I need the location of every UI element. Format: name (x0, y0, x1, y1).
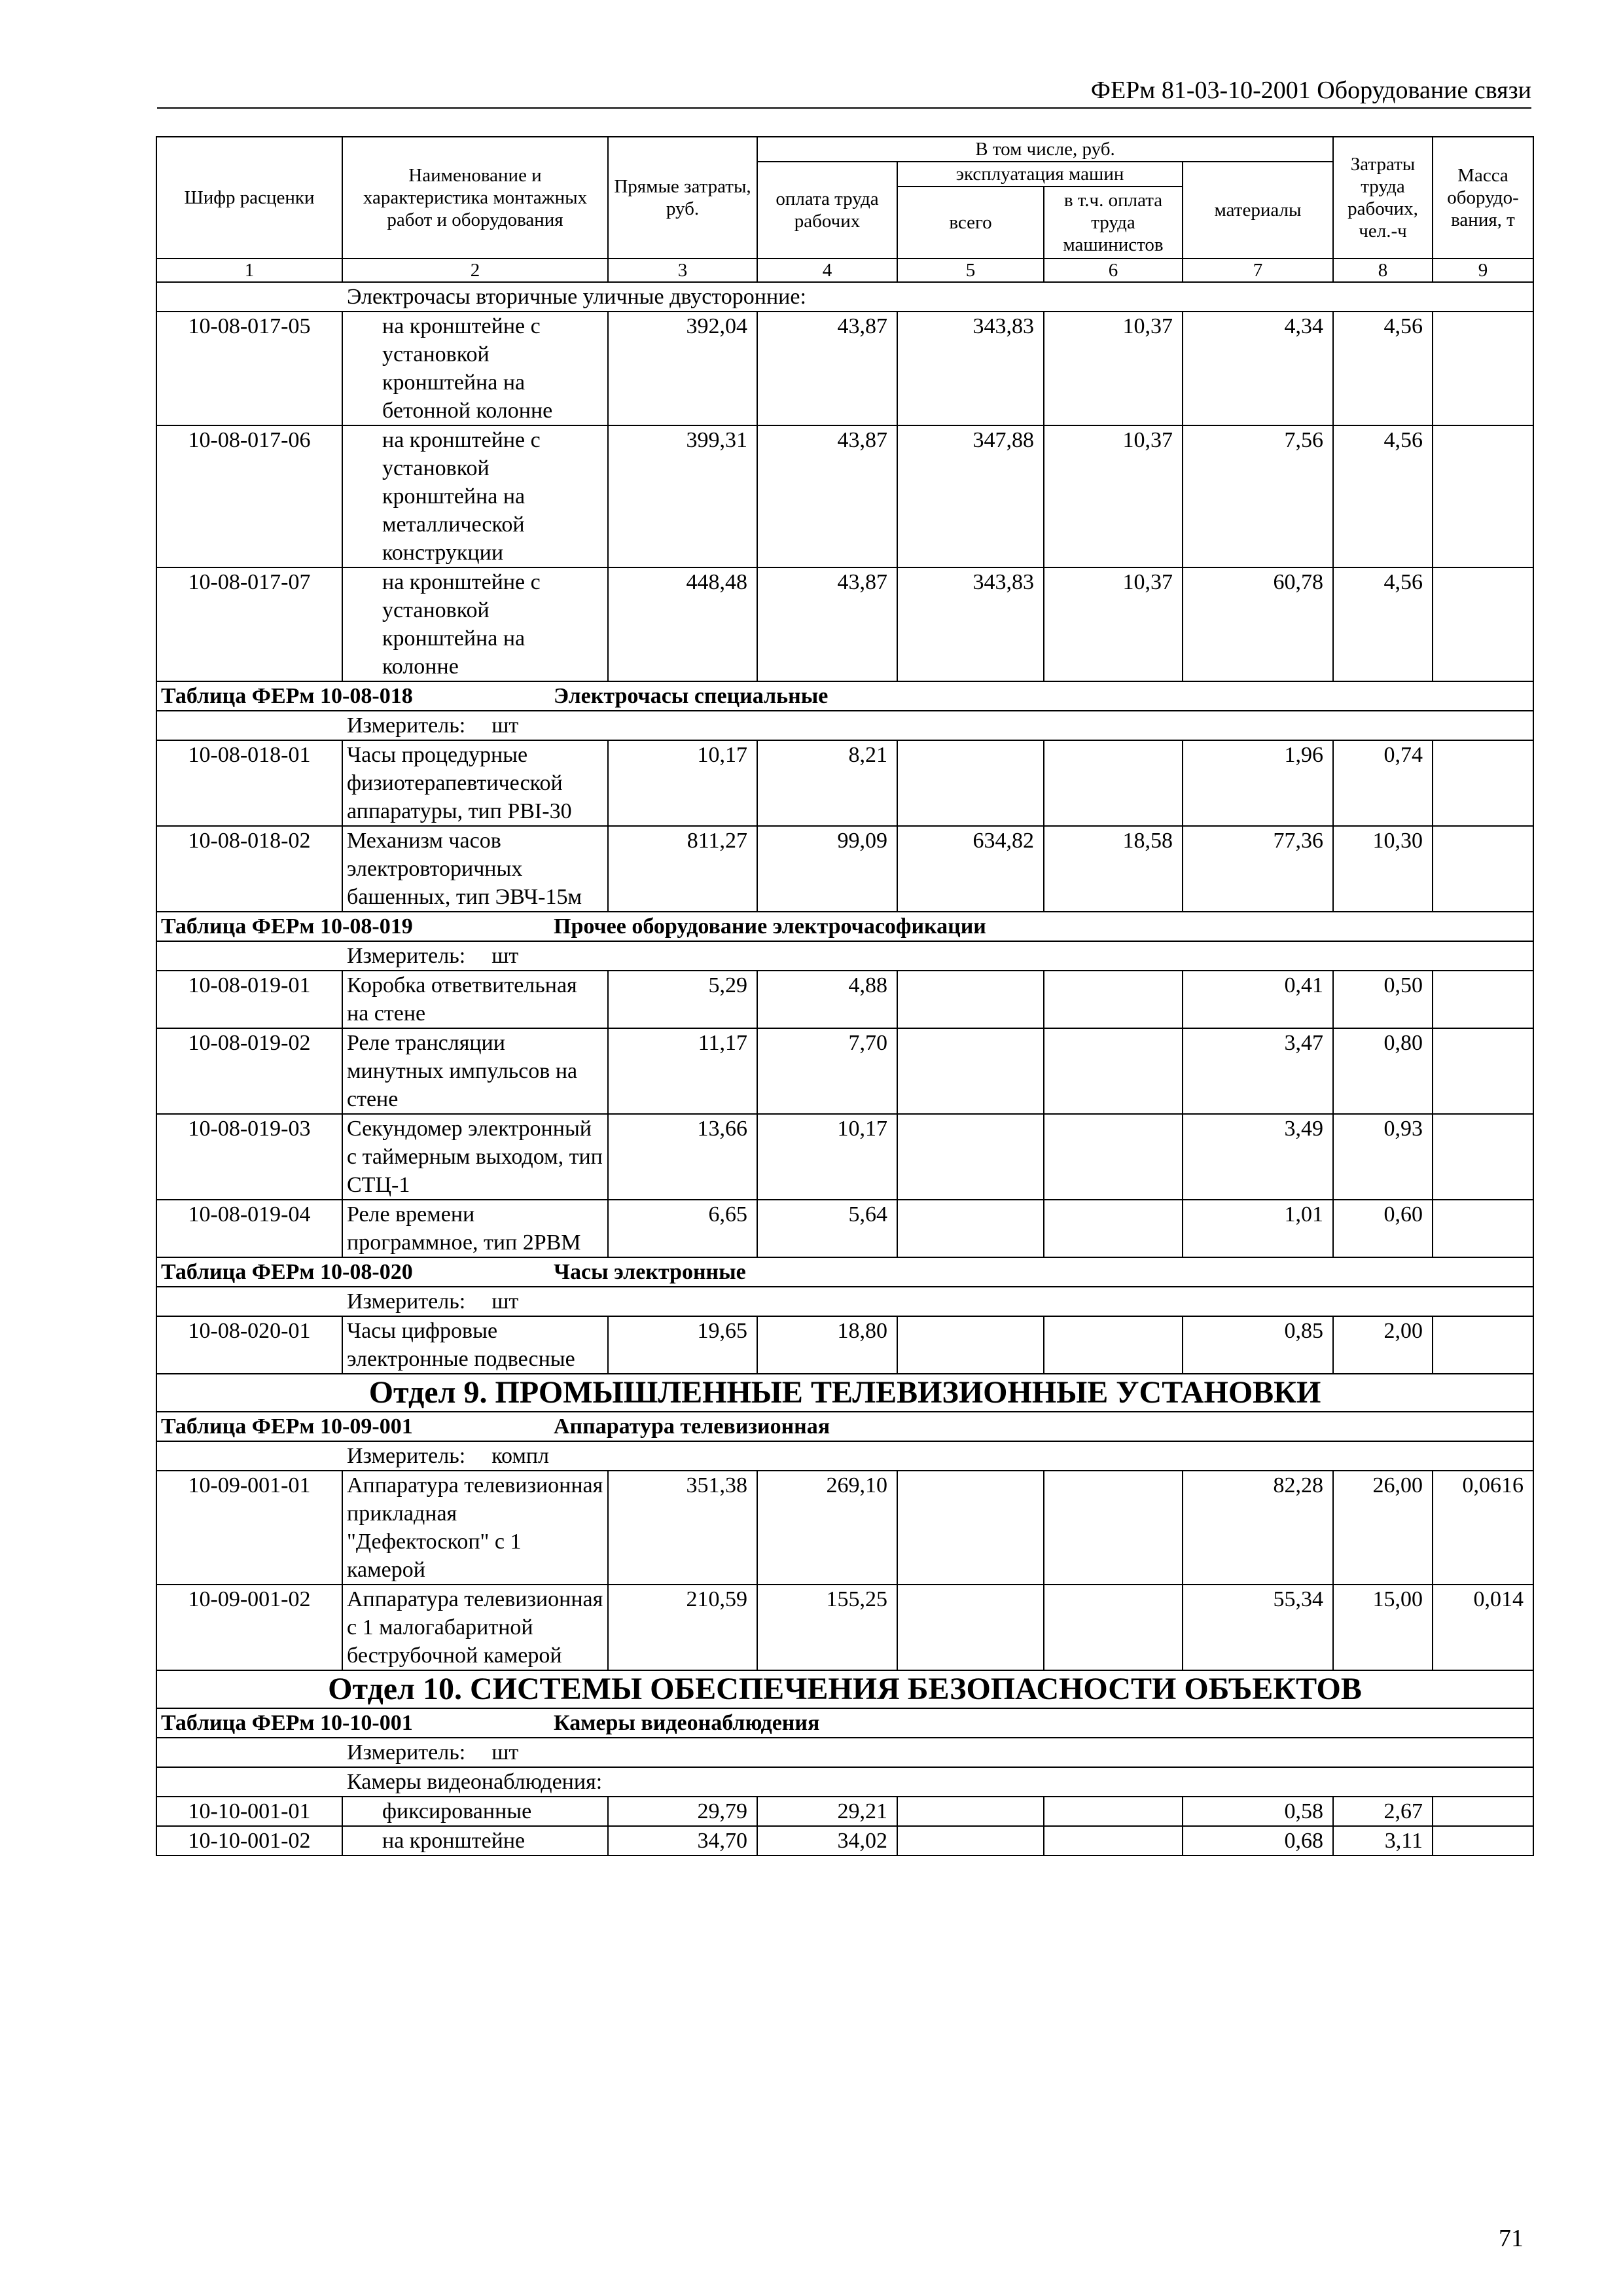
rate-code: 10-08-019-04 (156, 1200, 342, 1257)
measure (156, 1738, 1533, 1767)
labor-hours: 0,74 (1333, 740, 1433, 826)
labor-pay: 269,10 (757, 1471, 897, 1585)
labor-hours: 4,56 (1333, 567, 1433, 681)
table-row (156, 1316, 1533, 1374)
section-title: Отдел 10. СИСТЕМЫ ОБЕСПЕЧЕНИЯ БЕЗОПАСНОСТИ ОБЪЕКТОВ (156, 1670, 1533, 1708)
measure-row (156, 1287, 1533, 1316)
group-title: Электрочасы вторичные уличные двусторонние: (156, 282, 1533, 312)
table-title-row (156, 1708, 1533, 1738)
table-head (156, 137, 1533, 282)
direct-cost: 351,38 (608, 1471, 757, 1585)
table-title (156, 681, 1533, 711)
column-numbers-row (156, 259, 1533, 282)
measure-unit: шт (491, 713, 519, 738)
table-code: Таблица ФЕРм 10-08-020 (161, 1260, 413, 1284)
measure-label: Измеритель: (347, 713, 466, 738)
work-name: Реле трансляции минутных импульсов на стене (342, 1028, 608, 1114)
mass (1433, 740, 1533, 826)
materials: 3,47 (1183, 1028, 1333, 1114)
labor-pay: 43,87 (757, 567, 897, 681)
col-number: 4 (757, 259, 897, 282)
mass (1433, 1200, 1533, 1257)
direct-cost: 399,31 (608, 425, 757, 567)
rate-code: 10-08-017-06 (156, 425, 342, 567)
labor-pay: 34,02 (757, 1826, 897, 1856)
table-title-row (156, 681, 1533, 711)
head-machinists-pay: в т.ч. оплата труда машинистов (1044, 187, 1183, 259)
table-title-row (156, 912, 1533, 941)
rate-code: 10-08-019-01 (156, 971, 342, 1028)
measure-row (156, 711, 1533, 740)
rate-code: 10-09-001-01 (156, 1471, 342, 1585)
machines-total: 634,82 (897, 826, 1044, 912)
table-row (156, 1797, 1533, 1826)
table-title (156, 1708, 1533, 1738)
direct-cost: 13,66 (608, 1114, 757, 1200)
materials: 0,58 (1183, 1797, 1333, 1826)
mass (1433, 1114, 1533, 1200)
table-title-row (156, 1412, 1533, 1441)
machinists-pay (1044, 1585, 1183, 1670)
rate-code: 10-08-018-02 (156, 826, 342, 912)
labor-pay: 99,09 (757, 826, 897, 912)
head-machines-total: всего (897, 187, 1044, 259)
direct-cost: 11,17 (608, 1028, 757, 1114)
rate-code: 10-08-020-01 (156, 1316, 342, 1374)
direct-cost: 811,27 (608, 826, 757, 912)
table-name: Электрочасы специальные (554, 684, 829, 708)
measure-label: Измеритель: (347, 1740, 466, 1765)
rates-table (156, 136, 1534, 1856)
rate-code: 10-10-001-02 (156, 1826, 342, 1856)
measure-unit: шт (491, 1289, 519, 1314)
labor-hours: 15,00 (1333, 1585, 1433, 1670)
labor-hours: 0,93 (1333, 1114, 1433, 1200)
col-number: 8 (1333, 259, 1433, 282)
table-row (156, 1028, 1533, 1114)
work-name: на кронштейне с установкой кронштейна на бетонной колонне (342, 312, 608, 425)
measure (156, 711, 1533, 740)
measure-row (156, 1441, 1533, 1471)
labor-pay: 7,70 (757, 1028, 897, 1114)
machines-total (897, 1114, 1044, 1200)
measure (156, 1287, 1533, 1316)
machines-total (897, 1797, 1044, 1826)
materials: 55,34 (1183, 1585, 1333, 1670)
rate-code: 10-08-018-01 (156, 740, 342, 826)
mass: 0,014 (1433, 1585, 1533, 1670)
group-row (156, 1767, 1533, 1797)
mass (1433, 567, 1533, 681)
materials: 3,49 (1183, 1114, 1333, 1200)
direct-cost: 34,70 (608, 1826, 757, 1856)
mass (1433, 1826, 1533, 1856)
measure (156, 1441, 1533, 1471)
machines-total (897, 1471, 1044, 1585)
head-code: Шифр расценки (156, 137, 342, 259)
work-name: Часы цифровые электронные подвесные (342, 1316, 608, 1374)
measure (156, 941, 1533, 971)
table-row (156, 312, 1533, 425)
head-materials: материалы (1183, 162, 1333, 259)
head-including: В том числе, руб. (757, 137, 1333, 162)
table-name: Аппаратура телевизионная (554, 1414, 830, 1439)
col-number: 7 (1183, 259, 1333, 282)
materials: 77,36 (1183, 826, 1333, 912)
head-name: Наименование и характеристика монтажных работ и оборудования (342, 137, 608, 259)
table-name: Камеры видеонаблюдения (554, 1711, 820, 1735)
mass: 0,0616 (1433, 1471, 1533, 1585)
table-name: Прочее оборудование электрочасофикации (554, 914, 986, 939)
group-row (156, 282, 1533, 312)
measure-unit: шт (491, 944, 519, 968)
measure-label: Измеритель: (347, 1289, 466, 1314)
document-title: ФЕРм 81-03-10-2001 Оборудование связи (1090, 77, 1531, 104)
col-number: 6 (1044, 259, 1183, 282)
table-row (156, 1200, 1533, 1257)
work-name: Механизм часов электровторичных башенных, тип ЭВЧ-15м (342, 826, 608, 912)
section-row (156, 1374, 1533, 1412)
labor-hours: 0,80 (1333, 1028, 1433, 1114)
direct-cost: 6,65 (608, 1200, 757, 1257)
mass (1433, 1316, 1533, 1374)
machinists-pay (1044, 1200, 1183, 1257)
materials: 0,68 (1183, 1826, 1333, 1856)
machinists-pay (1044, 1797, 1183, 1826)
machinists-pay: 10,37 (1044, 567, 1183, 681)
machines-total: 347,88 (897, 425, 1044, 567)
head-labor-pay: оплата труда рабочих (757, 162, 897, 259)
col-number: 1 (156, 259, 342, 282)
table-row (156, 740, 1533, 826)
machines-total (897, 1826, 1044, 1856)
direct-cost: 448,48 (608, 567, 757, 681)
labor-pay: 5,64 (757, 1200, 897, 1257)
work-name: Коробка ответвительная на стене (342, 971, 608, 1028)
work-name: Секундомер электронный с таймерным выходом, тип СТЦ-1 (342, 1114, 608, 1200)
rate-code: 10-08-017-05 (156, 312, 342, 425)
section-title: Отдел 9. ПРОМЫШЛЕННЫЕ ТЕЛЕВИЗИОННЫЕ УСТАНОВКИ (156, 1374, 1533, 1412)
labor-pay: 4,88 (757, 971, 897, 1028)
table-name: Часы электронные (554, 1260, 746, 1284)
labor-hours: 10,30 (1333, 826, 1433, 912)
machines-total (897, 1028, 1044, 1114)
mass (1433, 1797, 1533, 1826)
machines-total (897, 1316, 1044, 1374)
table-code: Таблица ФЕРм 10-08-019 (161, 914, 413, 939)
rate-code: 10-09-001-02 (156, 1585, 342, 1670)
machinists-pay: 10,37 (1044, 425, 1183, 567)
table-row (156, 1826, 1533, 1856)
machinists-pay (1044, 971, 1183, 1028)
head-labor-cost: Затраты труда рабочих, чел.-ч (1333, 137, 1433, 259)
labor-hours: 4,56 (1333, 312, 1433, 425)
direct-cost: 5,29 (608, 971, 757, 1028)
table-title-row (156, 1257, 1533, 1287)
mass (1433, 312, 1533, 425)
materials: 1,96 (1183, 740, 1333, 826)
rate-code: 10-10-001-01 (156, 1797, 342, 1826)
direct-cost: 10,17 (608, 740, 757, 826)
labor-pay: 155,25 (757, 1585, 897, 1670)
rate-code: 10-08-019-03 (156, 1114, 342, 1200)
machinists-pay: 10,37 (1044, 312, 1183, 425)
head-direct: Прямые затраты, руб. (608, 137, 757, 259)
head-machines: эксплуатация машин (897, 162, 1183, 187)
col-number: 9 (1433, 259, 1533, 282)
table-code: Таблица ФЕРм 10-10-001 (161, 1711, 413, 1735)
machines-total: 343,83 (897, 312, 1044, 425)
table-row (156, 1471, 1533, 1585)
measure-label: Измеритель: (347, 944, 466, 968)
materials: 7,56 (1183, 425, 1333, 567)
mass (1433, 826, 1533, 912)
measure-row (156, 941, 1533, 971)
table-row (156, 1585, 1533, 1670)
machinists-pay (1044, 1114, 1183, 1200)
table-title (156, 1412, 1533, 1441)
labor-pay: 43,87 (757, 312, 897, 425)
labor-hours: 0,50 (1333, 971, 1433, 1028)
work-name: Аппаратура телевизионная с 1 малогабаритной беструбочной камерой (342, 1585, 608, 1670)
col-number: 2 (342, 259, 608, 282)
machinists-pay (1044, 1826, 1183, 1856)
measure-label: Измеритель: (347, 1444, 466, 1468)
machines-total (897, 740, 1044, 826)
labor-pay: 43,87 (757, 425, 897, 567)
machinists-pay (1044, 1471, 1183, 1585)
mass (1433, 971, 1533, 1028)
mass (1433, 1028, 1533, 1114)
col-number: 3 (608, 259, 757, 282)
direct-cost: 392,04 (608, 312, 757, 425)
table-row (156, 971, 1533, 1028)
labor-pay: 8,21 (757, 740, 897, 826)
table-row (156, 425, 1533, 567)
machines-total: 343,83 (897, 567, 1044, 681)
materials: 82,28 (1183, 1471, 1333, 1585)
labor-hours: 3,11 (1333, 1826, 1433, 1856)
measure-unit: компл (491, 1444, 550, 1468)
rate-code: 10-08-019-02 (156, 1028, 342, 1114)
materials: 4,34 (1183, 312, 1333, 425)
work-name: на кронштейне с установкой кронштейна на колонне (342, 567, 608, 681)
machines-total (897, 1585, 1044, 1670)
work-name: на кронштейне (342, 1826, 608, 1856)
table-title (156, 1257, 1533, 1287)
section-row (156, 1670, 1533, 1708)
labor-hours: 26,00 (1333, 1471, 1433, 1585)
work-name: на кронштейне с установкой кронштейна на металлической конструкции (342, 425, 608, 567)
measure-unit: шт (491, 1740, 519, 1765)
labor-pay: 18,80 (757, 1316, 897, 1374)
table-row (156, 826, 1533, 912)
page-number: 71 (1499, 2225, 1524, 2252)
direct-cost: 210,59 (608, 1585, 757, 1670)
table-code: Таблица ФЕРм 10-08-018 (161, 684, 413, 708)
materials: 0,85 (1183, 1316, 1333, 1374)
machinists-pay (1044, 740, 1183, 826)
work-name: Аппаратура телевизионная прикладная "Дефектоскоп" с 1 камерой (342, 1471, 608, 1585)
machinists-pay (1044, 1028, 1183, 1114)
group-title: Камеры видеонаблюдения: (156, 1767, 1533, 1797)
labor-hours: 2,67 (1333, 1797, 1433, 1826)
table-code: Таблица ФЕРм 10-09-001 (161, 1414, 413, 1439)
materials: 1,01 (1183, 1200, 1333, 1257)
labor-hours: 4,56 (1333, 425, 1433, 567)
direct-cost: 29,79 (608, 1797, 757, 1826)
labor-hours: 0,60 (1333, 1200, 1433, 1257)
materials: 60,78 (1183, 567, 1333, 681)
machines-total (897, 971, 1044, 1028)
table-body (156, 282, 1533, 1856)
table-row (156, 1114, 1533, 1200)
page-header (157, 73, 1531, 109)
rate-code: 10-08-017-07 (156, 567, 342, 681)
work-name: фиксированные (342, 1797, 608, 1826)
mass (1433, 425, 1533, 567)
direct-cost: 19,65 (608, 1316, 757, 1374)
machinists-pay: 18,58 (1044, 826, 1183, 912)
work-name: Часы процедурные физиотерапевтической аппаратуры, тип PBI-30 (342, 740, 608, 826)
materials: 0,41 (1183, 971, 1333, 1028)
head-mass: Масса оборудо-вания, т (1433, 137, 1533, 259)
table-title (156, 912, 1533, 941)
table-row (156, 567, 1533, 681)
measure-row (156, 1738, 1533, 1767)
machines-total (897, 1200, 1044, 1257)
labor-pay: 10,17 (757, 1114, 897, 1200)
col-number: 5 (897, 259, 1044, 282)
work-name: Реле времени программное, тип 2PBM (342, 1200, 608, 1257)
machinists-pay (1044, 1316, 1183, 1374)
labor-pay: 29,21 (757, 1797, 897, 1826)
labor-hours: 2,00 (1333, 1316, 1433, 1374)
